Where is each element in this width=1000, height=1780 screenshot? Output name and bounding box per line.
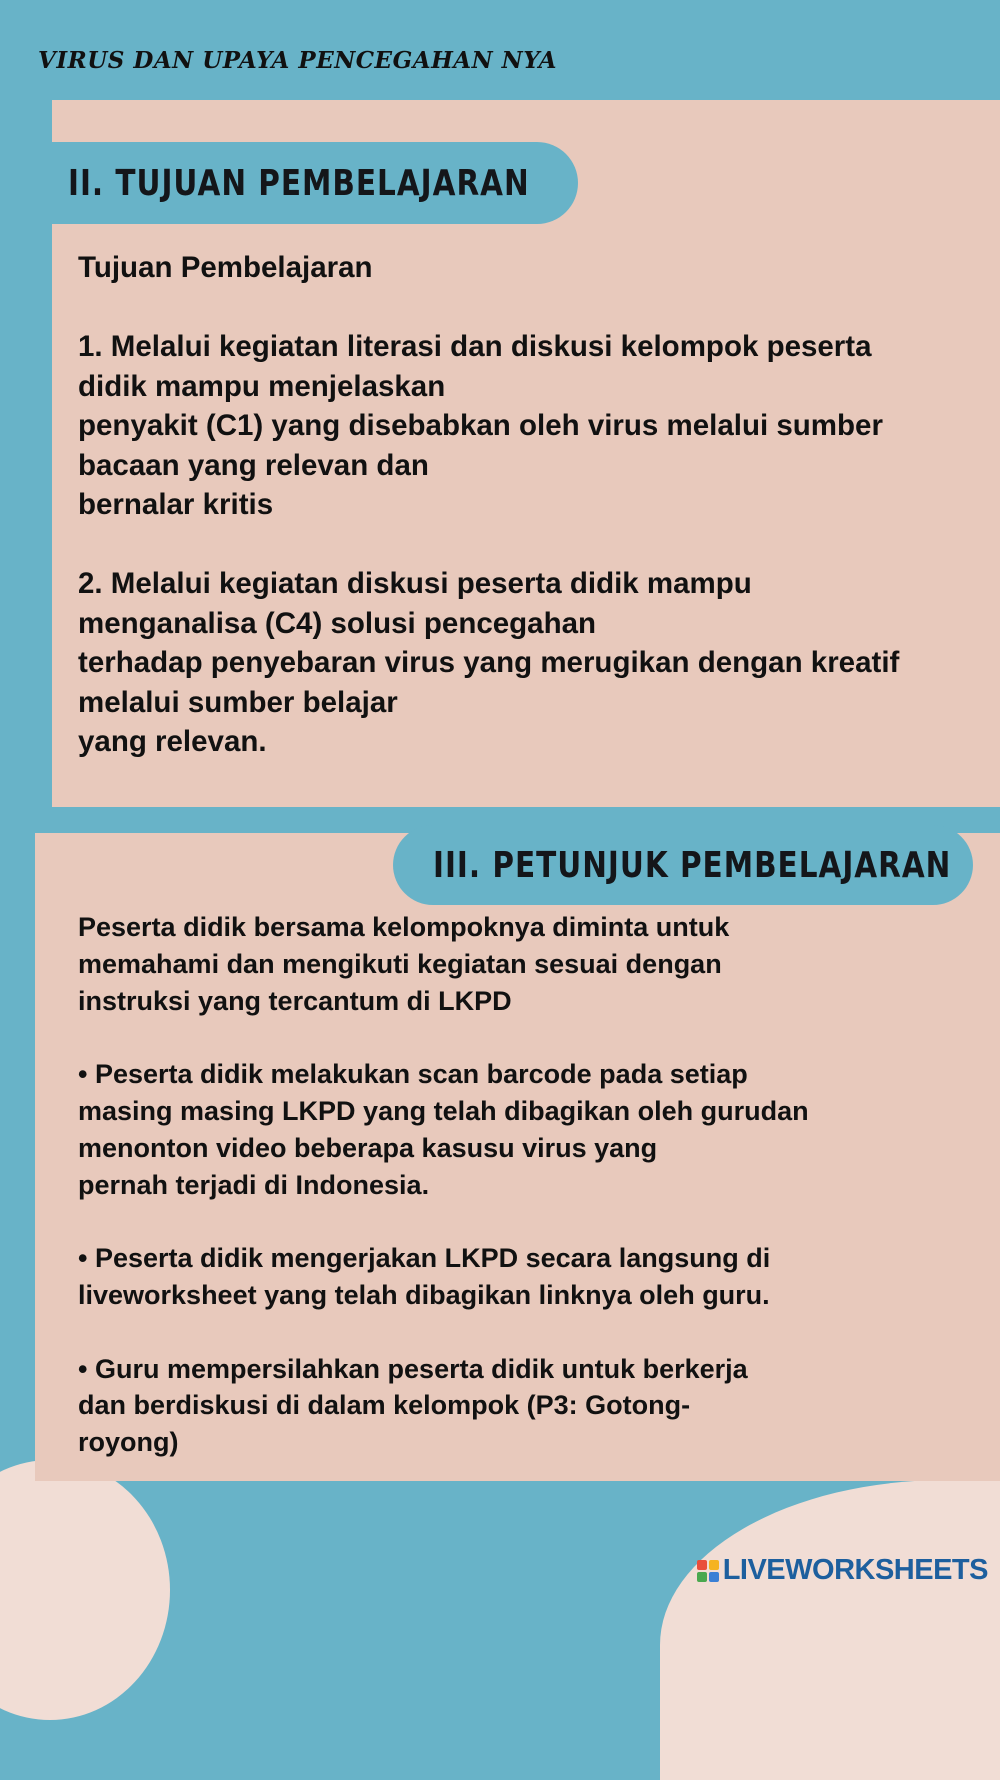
liveworksheets-label: LIVEWORKSHEETS [722,1554,988,1586]
page-title: VIRUS DAN UPAYA PENCEGAHAN NYA [38,47,557,74]
logo-square-blue [709,1572,719,1582]
learning-instructions-body: Peserta didik bersama kelompoknya diminta untuk memahami dan mengikuti kegiatan sesuai dengan instruksi yang tercantum di LKPD • Peserta didik melakukan scan barcode pada setiap masing masing LKPD yang telah dibagikan oleh gurudan menonton video beberapa kasusu virus yang pernah terjadi di Indonesia. • Peserta didik mengerjakan LKPD secara langsung di liveworksheet yang telah dibagikan linknya oleh guru. • Guru mempersilahkan peserta didik untuk berkerja dan berdiskusi di dalam kelompok (P3: Gotong- royong) [78,912,809,1458]
learning-instructions-heading [393,825,973,905]
liveworksheets-watermark [697,1554,988,1587]
logo-square-red [697,1560,707,1570]
logo-square-green [697,1572,707,1582]
learning-objectives-heading [52,142,578,224]
decorative-blob-left [0,1460,170,1720]
logo-square-yellow [709,1560,719,1570]
learning-objectives-body: Tujuan Pembelajaran 1. Melalui kegiatan literasi dan diskusi kelompok peserta didik mampu menjelaskan penyakit (C1) yang disebabkan oleh virus melalui sumber bacaan yang relevan dan bernalar kritis 2. Melalui kegiatan diskusi peserta didik mampu menganalisa (C4) solusi pencegahan terhadap penyebaran virus yang merugikan dengan kreatif melalui sumber belajar yang relevan. [78,251,900,758]
learning-instructions-heading-text: III. PETUNJUK PEMBELAJARAN [433,844,952,886]
decorative-blob-right [660,1480,1000,1780]
learning-objectives-heading-text: II. TUJUAN PEMBELAJARAN [68,162,530,204]
liveworksheets-logo-icon [697,1560,719,1582]
